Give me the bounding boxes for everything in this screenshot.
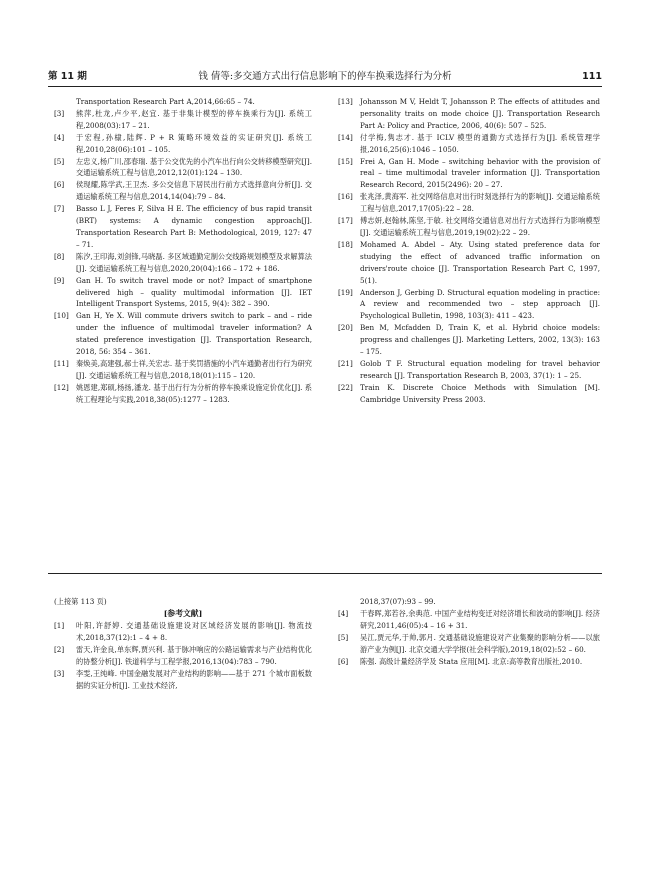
reference-number: [13] [338,97,353,106]
reference-number: [3] [54,108,65,118]
reference-text: 左忠义,杨广川,邵春瑞. 基于公交优先的小汽车出行向公交转移模型研究[J]. 交通运输系统工程与信息,2012,12(01):124 – 130. [76,156,312,178]
reference-item [54,382,312,406]
reference-item [338,656,600,668]
reference-number: [19] [338,287,353,297]
reference-item [54,251,312,275]
reference-item [54,620,312,644]
reference-item [338,215,600,239]
reference-number: [22] [338,382,353,392]
reference-text: 秦焕美,高建强,郝士祥,关宏志. 基于奖罚措施的小汽车通勤者出行行为研究[J]. 交通运输系统工程与信息,2018,18(01):115 – 120. [76,358,312,380]
reference-number: [5] [338,632,349,642]
reference-number: [6] [54,180,65,190]
page-number: 111 [582,71,602,82]
references-column-top-right [338,96,600,406]
reference-item [338,239,600,287]
reference-text: Gan H, Ye X. Will commute drivers switch to park – and – ride under the influence of multimodal traveler information? A stated preference investigation [J]. Transportation Research, 2018, 56: 354 – 361. [76,311,312,357]
reference-text: 陈汐,王印海,刘剑锋,马晓磊. 多区域通勤定制公交线路规划模型及求解算法[J]. 交通运输系统工程与信息,2020,20(04):166 – 172 + 186. [76,251,312,273]
reference-item [54,179,312,203]
reference-item [338,156,600,192]
reference-text: 张兆泽,黄海军. 社交网络信息对出行时刻选择行为的影响[J]. 交通运输系统工程与信息,2017,17(05):22 – 28. [360,192,600,214]
reference-list [54,620,312,691]
issue-number: 第 11 期 [48,71,87,82]
reference-item [338,132,600,156]
reference-text: 叶阳,许舒婷. 交通基础设施建设对区域经济发展的影响[J]. 物流技术,2018,37(12):1 – 4 + 8. [76,621,312,643]
reference-number: [16] [338,192,353,202]
reference-text: Johansson M V, Heldt T, Johansson P. The effects of attitudes and personality traits on mode choice [J]. Transportation Research Part A: Policy and Practice, 2006, 40(6): 507 – 525. [360,97,600,130]
reference-item [54,108,312,132]
reference-text: 吴江,贾元华,于帅,郭月. 交通基础设施建设对产业集聚的影响分析——以旅游产业为例[J]. 北京交通大学学报(社会科学版),2019,18(02):52 – 60. [360,632,600,654]
reference-item [54,668,312,692]
reference-text: 雷天,许金良,单东辉,贾兴利. 基于脉冲响应的公路运输需求与产业结构优化的协整分析[J]. 铁道科学与工程学报,2016,13(04):783 – 790. [76,645,312,667]
reference-item [338,632,600,656]
reference-number: [1] [54,621,65,631]
reference-continuation: Transportation Research Part A,2014,66:65 – 74. [76,97,255,106]
reference-number: [7] [54,204,65,214]
reference-text: Basso L J, Feres F, Silva H E. The efficiency of bus rapid transit (BRT) systems: A dynamic congestion approach[J]. Transportation Research Part B: Methodological, 2019, 127: 47 – 71. [76,204,312,249]
reference-item [338,287,600,323]
reference-item [54,203,312,251]
reference-number: [20] [338,323,353,333]
page-header [48,68,602,86]
references-column-bottom-left [54,596,312,692]
reference-text: Mohamed A. Abdel – Aty. Using stated preference data for studying the effect of advanced traffic information on drivers'route choice [J]. Transportation Research Part C, 1997, 5(1). [360,239,600,285]
reference-list [338,96,600,406]
reference-number: [11] [54,358,69,368]
references-heading: [参考文献] [163,608,203,618]
reference-text: Anderson J, Gerbing D. Structural equation modeling in practice: A review and recommended two – step approach [J]. Psychological Bulletin, 1998, 103(3): 411 – 423. [360,287,600,321]
reference-item [54,644,312,668]
reference-text: 陈强. 高级计量经济学及 Stata 应用[M]. 北京:高等教育出版社,2010. [360,656,583,666]
reference-text: Frei A, Gan H. Mode – switching behavior with the provision of real – time multimodal traveler information [J]. Transportation Research Record, 2015(2496): 20 – 27. [360,156,600,190]
reference-item [338,191,600,215]
reference-number: [4] [54,132,65,142]
continued-from-note: (上接第 113 页) [54,597,107,606]
reference-text: 付学梅,隽志才. 基于 ICLV 模型的通勤方式选择行为[J]. 系统管理学报,2016,25(6):1046 – 1050. [360,132,600,154]
reference-number: [4] [338,608,349,618]
section-divider [48,573,602,574]
reference-item [54,156,312,180]
reference-continuation: 2018,37(07):93 – 99. [360,597,436,606]
reference-number: [6] [338,656,349,666]
reference-number: [3] [54,669,65,679]
reference-text: 熊萍,杜龙,卢少平,赵宜. 基于非集计模型的停车换乘行为[J]. 系统工程,2008(03):17 – 21. [76,108,312,130]
reference-text: Ben M, Mcfadden D, Train K, et al. Hybrid choice models: progress and challenges [J]. Marketing Letters, 2002, 13(3): 163 – 175. [360,323,600,357]
reference-item [338,382,600,406]
reference-item [54,275,312,311]
reference-number: [10] [54,311,69,321]
reference-list [54,108,312,406]
reference-text: Golob T F. Structural equation modeling for travel behavior research [J]. Transportation Research B, 2003, 37(1): 1 – 25. [360,358,600,380]
reference-item [54,310,312,358]
reference-text: 傅志妍,赵翰林,陈坚,于敏. 社交网络交通信息对出行方式选择行为影响模型[J]. 交通运输系统工程与信息,2019,19(02):22 – 29. [360,216,600,237]
reference-number: [21] [338,358,353,368]
reference-text: Train K. Discrete Choice Methods with Simulation [M]. Cambridge University Press 2003. [360,382,600,404]
reference-number: [14] [338,132,353,142]
reference-item [338,608,600,632]
reference-number: [2] [54,645,65,655]
reference-number: [17] [338,216,353,226]
reference-item [54,358,312,382]
reference-list [338,608,600,668]
references-column-bottom-right [338,596,600,667]
reference-number: [8] [54,251,65,261]
running-title: 钱 倩等:多交通方式出行信息影响下的停车换乘选择行为分析 [198,71,452,82]
reference-text: 李雯,王纯峰. 中国金融发展对产业结构的影响——基于 271 个城市面板数据的实证分析[J]. 工业技术经济, [76,669,312,690]
reference-number: [9] [54,275,65,285]
reference-text: 侯现耀,陈学武,王卫杰. 多公交信息下居民出行前方式选择意向分析[J]. 交通运输系统工程与信息,2014,14(04):79 – 84. [76,180,312,202]
reference-number: [18] [338,239,353,249]
reference-number: [5] [54,156,65,166]
reference-number: [12] [54,382,69,392]
reference-number: [15] [338,156,353,166]
references-column-top-left [54,96,312,406]
reference-item [338,322,600,358]
header-rule [48,86,602,87]
reference-item [338,96,600,132]
reference-text: 姚恩建,郑硕,杨扬,潘龙. 基于出行行为分析的停车换乘设施定价优化[J]. 系统工程理论与实践,2018,38(05):1277 – 1283. [76,382,312,404]
reference-text: Gan H. To switch travel mode or not? Impact of smartphone delivered high – quality multimodal information [J]. IET Intelligent Transport Systems, 2015, 9(4): 382 – 390. [76,275,312,309]
reference-text: 于宏程,孙棣,陆辉. P + R 策略环境效益的实证研究[J]. 系统工程,2010,28(06):101 – 105. [76,132,312,154]
reference-item [54,132,312,156]
reference-text: 干春晖,郑若谷,余典范. 中国产业结构变迁对经济增长和波动的影响[J]. 经济研究,2011,46(05):4 – 16 + 31. [360,608,600,630]
reference-item [338,358,600,382]
